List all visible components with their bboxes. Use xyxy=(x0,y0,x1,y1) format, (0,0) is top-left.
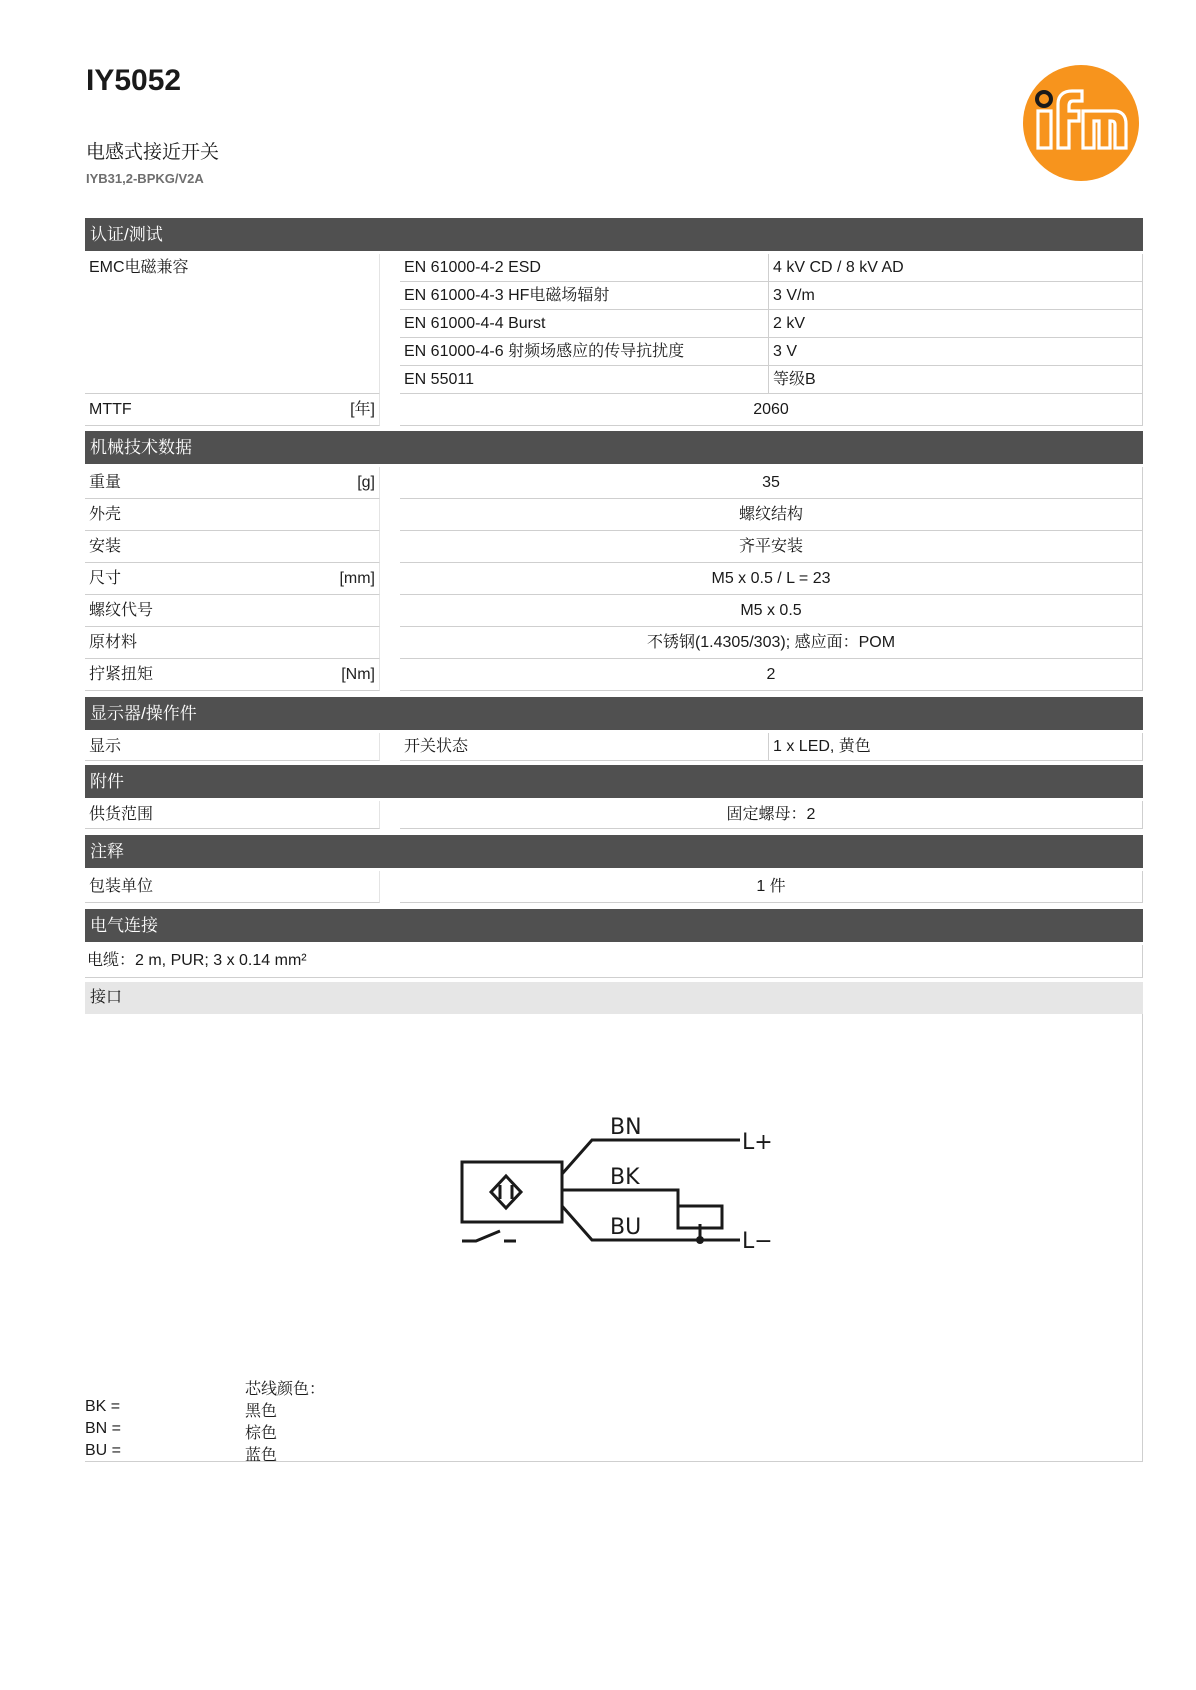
datasheet xyxy=(85,218,1143,1462)
spec-row xyxy=(85,595,1143,627)
product-title: IY5052 xyxy=(86,64,182,97)
section-accessories-title: 附件 xyxy=(85,765,1143,798)
display-sub: 开关状态 xyxy=(400,733,769,761)
section-mechanical-title: 机械技术数据 xyxy=(85,431,1143,464)
spec-label xyxy=(85,467,380,499)
product-subtitle: 电感式接近开关 xyxy=(86,142,220,163)
spec-row xyxy=(85,467,1143,499)
cable-spec: 电缆：2 m, PUR; 3 x 0.14 mm² xyxy=(85,945,1143,978)
spec-value: 齐平安装 xyxy=(400,531,1143,563)
emc-rows xyxy=(400,254,1143,394)
spec-value: 螺纹结构 xyxy=(400,499,1143,531)
legend-code: BU = xyxy=(85,1442,122,1459)
spec-label xyxy=(85,659,380,691)
emc-row xyxy=(400,254,1143,282)
spec-label xyxy=(85,627,380,659)
sensor-diamond-icon xyxy=(491,1176,521,1208)
spec-label xyxy=(85,499,380,531)
switch-symbol xyxy=(462,1231,516,1241)
emc-value: 3 V xyxy=(769,338,1143,366)
notes-label-text: 包装单位 xyxy=(89,878,154,895)
emc-value: 3 V/m xyxy=(769,282,1143,310)
interface-title: 接口 xyxy=(85,982,1143,1014)
mttf-unit: [年] xyxy=(350,401,375,418)
spec-value: 2 xyxy=(400,659,1143,691)
spec-unit: [g] xyxy=(357,474,375,491)
section-approvals-title: 认证/测试 xyxy=(85,218,1143,251)
notes-row xyxy=(85,871,1143,903)
spec-label-text: 外壳 xyxy=(89,506,122,523)
emc-row xyxy=(400,282,1143,310)
display-label-text: 显示 xyxy=(89,738,122,755)
legend-code: BK = xyxy=(85,1398,121,1415)
spec-value: M5 x 0.5 / L = 23 xyxy=(400,563,1143,595)
interface-box xyxy=(85,1014,1143,1462)
wire-bu-label: BU xyxy=(610,1215,642,1240)
emc-row xyxy=(400,338,1143,366)
spec-value: 不锈钢(1.4305/303); 感应面：POM xyxy=(400,627,1143,659)
emc-label-text: EMC电磁兼容 xyxy=(89,259,189,276)
wire-bn-line xyxy=(562,1140,740,1174)
section-notes-title: 注释 xyxy=(85,835,1143,868)
spec-label xyxy=(85,563,380,595)
spec-label-text: 拧紧扭矩 xyxy=(89,666,154,683)
spec-unit: [mm] xyxy=(339,570,375,587)
accessories-value: 固定螺母：2 xyxy=(400,801,1143,829)
spec-label-text: 原材料 xyxy=(89,634,138,651)
emc-block xyxy=(85,254,1143,394)
mttf-row xyxy=(85,394,1143,426)
mttf-value: 2060 xyxy=(400,394,1143,426)
emc-standard: EN 55011 xyxy=(400,366,769,394)
spec-row xyxy=(85,563,1143,595)
spec-label xyxy=(85,531,380,563)
spec-value: 35 xyxy=(400,467,1143,499)
notes-label xyxy=(85,871,380,903)
emc-label xyxy=(85,254,380,394)
accessories-row xyxy=(85,801,1143,829)
wiring-diagram xyxy=(460,1104,790,1294)
spec-unit: [Nm] xyxy=(341,666,375,683)
wire-bk-label: BK xyxy=(610,1165,640,1190)
spec-label-text: 重量 xyxy=(89,474,122,491)
accessories-label-text: 供货范围 xyxy=(89,806,154,823)
display-label xyxy=(85,733,380,761)
display-row xyxy=(85,733,1143,761)
emc-standard: EN 61000-4-4 Burst xyxy=(400,310,769,338)
emc-value: 等级B xyxy=(769,366,1143,394)
terminal-minus-label: L− xyxy=(742,1229,773,1254)
accessories-label xyxy=(85,801,380,829)
junction-dot xyxy=(696,1236,704,1244)
spec-row xyxy=(85,627,1143,659)
spec-label xyxy=(85,595,380,627)
section-electrical-title: 电气连接 xyxy=(85,909,1143,942)
spec-row xyxy=(85,531,1143,563)
wire-bk-line xyxy=(562,1190,678,1206)
emc-row xyxy=(400,310,1143,338)
emc-standard: EN 61000-4-3 HF电磁场辐射 xyxy=(400,282,769,310)
wire-bu-line xyxy=(562,1206,740,1240)
emc-value: 2 kV xyxy=(769,310,1143,338)
section-display-title: 显示器/操作件 xyxy=(85,697,1143,730)
legend-color: 黑色 xyxy=(245,1403,278,1420)
notes-value: 1 件 xyxy=(400,871,1143,903)
spec-label-text: 安装 xyxy=(89,538,122,555)
legend-color: 蓝色 xyxy=(245,1447,278,1464)
spec-label-text: 螺纹代号 xyxy=(89,602,154,619)
emc-row xyxy=(400,366,1143,394)
mttf-label xyxy=(85,394,380,426)
logo-circle xyxy=(1023,65,1139,181)
spec-row xyxy=(85,659,1143,691)
display-value: 1 x LED, 黄色 xyxy=(769,733,1143,761)
ifm-logo xyxy=(1022,64,1140,182)
wire-bn-label: BN xyxy=(610,1115,642,1140)
emc-standard: EN 61000-4-6 射频场感应的传导抗扰度 xyxy=(400,338,769,366)
spec-row xyxy=(85,499,1143,531)
emc-value: 4 kV CD / 8 kV AD xyxy=(769,254,1143,282)
emc-standard: EN 61000-4-2 ESD xyxy=(400,254,769,282)
legend-header: 芯线颜色： xyxy=(245,1381,326,1398)
spec-value: M5 x 0.5 xyxy=(400,595,1143,627)
spec-label-text: 尺寸 xyxy=(89,570,122,587)
product-code: IYB31,2-BPKG/V2A xyxy=(86,171,204,186)
legend-color: 棕色 xyxy=(245,1425,278,1442)
legend-code: BN = xyxy=(85,1420,122,1437)
terminal-plus-label: L+ xyxy=(742,1130,773,1155)
mttf-label-text: MTTF xyxy=(89,401,132,418)
